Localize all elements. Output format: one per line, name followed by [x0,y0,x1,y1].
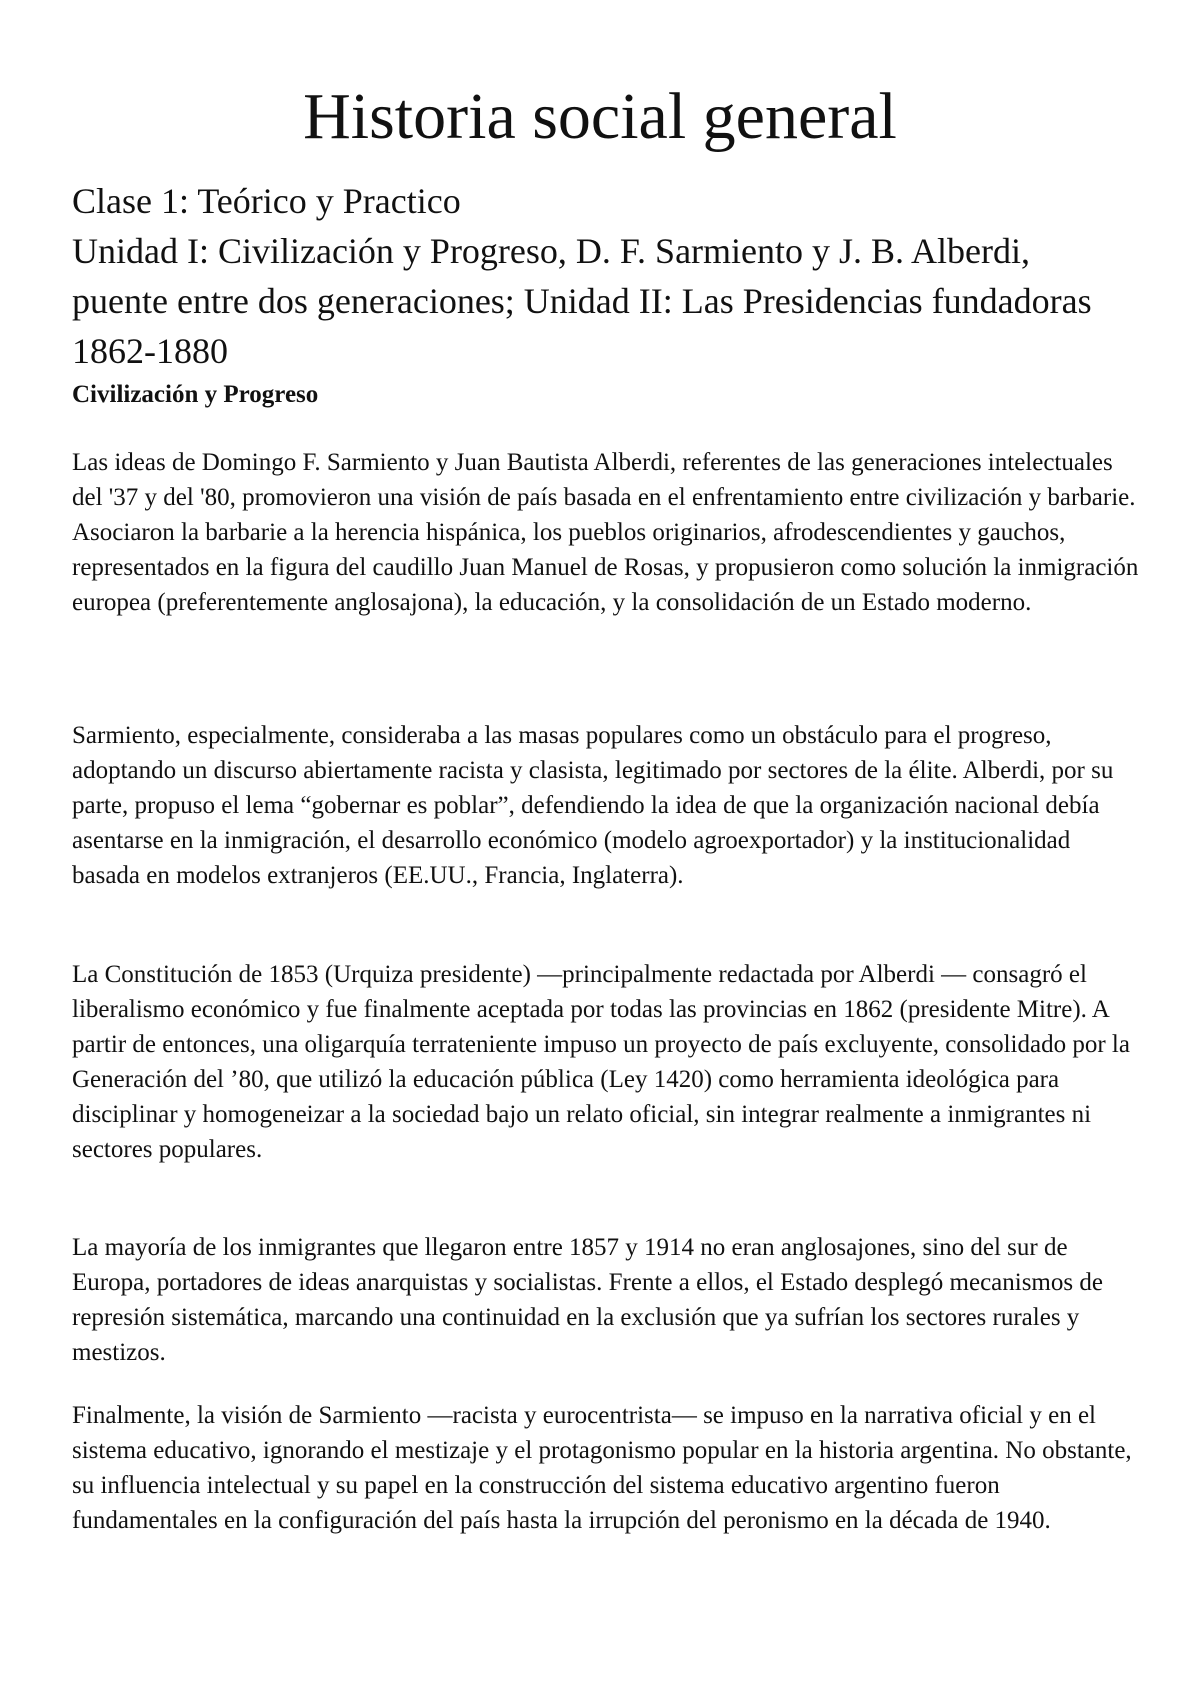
paragraph-5: Finalmente, la visión de Sarmiento —racista y eurocentrista— se impuso en la narrativa oficial y en el sistema educativo, ignorando el mestizaje y el protagonismo popular en la historia argentina. No obstante, su influencia intelectual y su papel en la construcción del sistema educativo argentino fueron fundamentales en la configuración del país hasta la irrupción del peronismo en la década de 1940. [72,1402,1132,1534]
section-heading: Civilización y Progreso [72,381,319,408]
paragraph-1: Las ideas de Domingo F. Sarmiento y Juan Bautista Alberdi, referentes de las generaciones intelectuales del '37 y del '80, promovieron una visión de país basada en el enfrentamiento entre civilización y barbarie. Asociaron la barbarie a la herencia hispánica, los pueblos originarios, afrodescendientes y gauchos, representados en la figura del caudillo Juan Manuel de Rosas, y propusieron como solución la inmigración europea (preferentemente anglosajona), la educación, y la consolidación de un Estado moderno. [72,449,1139,616]
document-title: Historia social general [303,80,897,153]
paragraph-4: La mayoría de los inmigrantes que llegaron entre 1857 y 1914 no eran anglosajones, sino del sur de Europa, portadores de ideas anarquistas y socialistas. Frente a ellos, el Estado desplegó mecanismos de represión sistemática, marcando una continuidad en la exclusión que ya sufrían los sectores rurales y mestizos. [72,1234,1103,1366]
paragraph-2: Sarmiento, especialmente, consideraba a las masas populares como un obstáculo para el progreso, adoptando un discurso abiertamente racista y clasista, legitimado por sectores de la élite. Alberdi, por su parte, propuso el lema “gobernar es poblar”, defendiendo la idea de que la organización nacional debía asentarse en la inmigración, el desarrollo económico (modelo agroexportador) y la institucionalidad basada en modelos extranjeros (EE.UU., Francia, Inglaterra). [72,722,1114,889]
unit-line: Unidad I: Civilización y Progreso, D. F. Sarmiento y J. B. Alberdi, puente entre dos generaciones; Unidad II: Las Presidencias fundadoras 1862-1880 [72,231,1092,371]
class-line: Clase 1: Teórico y Practico [72,181,461,221]
paragraph-3: La Constitución de 1853 (Urquiza presidente) —principalmente redactada por Alberdi — consagró el liberalismo económico y fue finalmente aceptada por todas las provincias en 1862 (presidente Mitre). A partir de entonces, una oligarquía terrateniente impuso un proyecto de país excluyente, consolidado por la Generación del ’80, que utilizó la educación pública (Ley 1420) como herramienta ideológica para disciplinar y homogeneizar a la sociedad bajo un relato oficial, sin integrar realmente a inmigrantes ni sectores populares. [72,961,1130,1163]
